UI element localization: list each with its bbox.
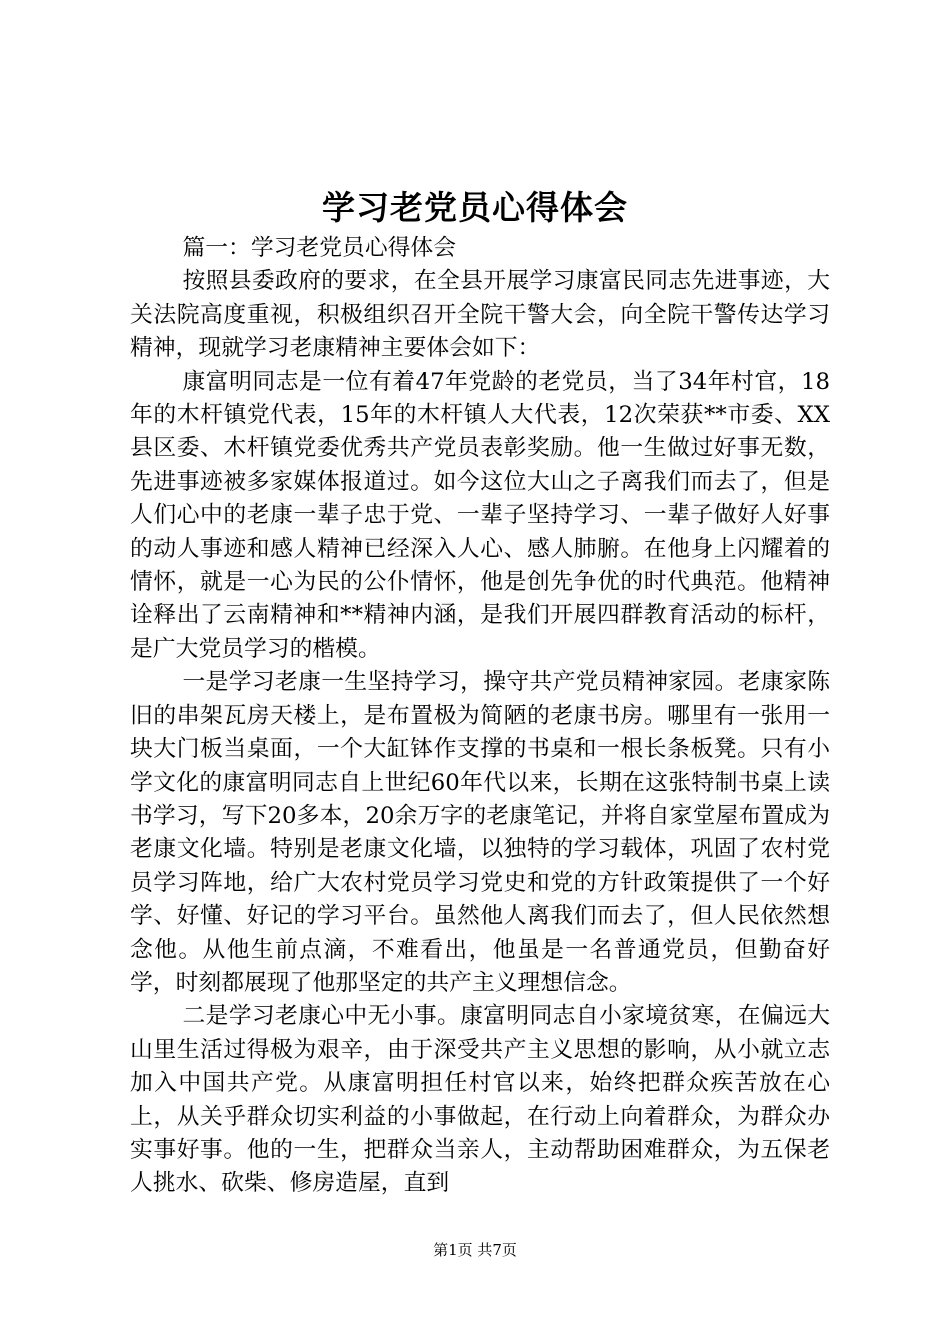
- document-title: 学习老党员心得体会: [322, 188, 628, 227]
- paragraph-point-one: 一是学习老康一生坚持学习，操守共产党员精神家园。老康家陈旧的串架瓦房天楼上，是布置极为简陋的老康书房。哪里有一张用一块大门板当桌面，一个大缸钵作支撑的书桌和一根长条板凳。只有小学文化的康富明同志自上世纪60年代以来，长期在这张特制书桌上读书学习，写下20多本，20余万字的老康笔记，并将自家堂屋布置成为老康文化墙。特别是老康文化墙，以独特的学习载体，巩固了农村党员学习阵地，给广大农村党员学习党史和党的方针政策提供了一个好学、好懂、好记的学习平台。虽然他人离我们而去了，但人民依然想念他。从他生前点滴，不难看出，他虽是一名普通党员，但勤奋好学，时刻都展现了他那坚定的共产主义理想信念。: [130, 669, 830, 996]
- page-footer: 第1页 共7页: [433, 1241, 517, 1259]
- section-heading: 篇一：学习老党员心得体会: [182, 235, 456, 261]
- document-body: [130, 232, 830, 1201]
- paragraph-point-two: 二是学习老康心中无小事。康富明同志自小家境贫寒，在偏远大山里生活过得极为艰辛，由于深受共产主义思想的影响，从小就立志加入中国共产党。从康富明担任村官以来，始终把群众疾苦放在心上，从关乎群众切实利益的小事做起，在行动上向着群众，为群众办实事好事。他的一生，把群众当亲人，主动帮助困难群众，为五保老人挑水、砍柴、修房造屋，直到: [130, 1003, 830, 1197]
- paragraph-intro: 按照县委政府的要求，在全县开展学习康富民同志先进事迹，大关法院高度重视，积极组织召开全院干警大会，向全院干警传达学习精神，现就学习老康精神主要体会如下：: [130, 268, 830, 362]
- paragraph-profile: 康富明同志是一位有着47年党龄的老党员，当了34年村官，18年的木杆镇党代表，15年的木杆镇人大代表，12次荣获**市委、XX县区委、木杆镇党委优秀共产党员表彰奖励。他一生做过好事无数，先进事迹被多家媒体报道过。如今这位大山之子离我们而去了，但是人们心中的老康一辈子忠于党、一辈子坚持学习、一辈子做好人好事的动人事迹和感人精神已经深入人心、感人肺腑。在他身上闪耀着的情怀，就是一心为民的公仆情怀，他是创先争优的时代典范。他精神诠释出了云南精神和**精神内涵，是我们开展四群教育活动的标杆，是广大党员学习的楷模。: [130, 368, 830, 662]
